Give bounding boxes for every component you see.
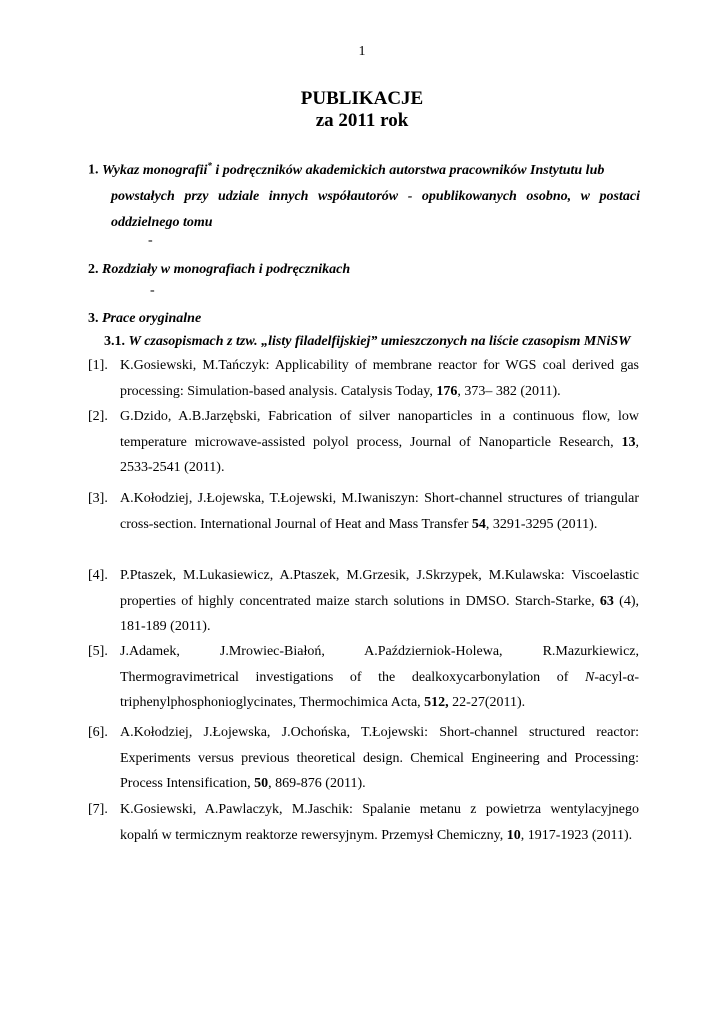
reference-item	[88, 797, 639, 848]
page-title: PUBLIKACJE	[300, 88, 424, 109]
reference-volume: 512,	[424, 695, 449, 711]
reference-volume: 13	[621, 434, 636, 450]
reference-item	[88, 353, 639, 404]
reference-volume: 176	[436, 383, 458, 399]
section-1-heading	[88, 152, 640, 236]
footnote-marker: *	[207, 160, 212, 170]
reference-text-part: P.Ptaszek, M.Lukasiewicz, A.Ptaszek, M.Grzesik, J.Skrzypek, M.Kulawska: Viscoelastic properties of highly concentrated maize starch solutions in DMSO. Starch-Starke,	[120, 568, 639, 609]
reference-text-part: , 2533-2541 (2011).	[120, 434, 639, 476]
section-1-empty-marker: -	[148, 233, 153, 248]
reference-number: [1].	[88, 358, 108, 373]
reference-text-part: (4), 181-189 (2011).	[120, 593, 639, 635]
reference-text-part: G.Dzido, A.B.Jarzębski, Fabrication of silver nanoparticles in a continuous flow, low temperature microwave-assisted polyol process, Journal of Nanoparticle Research,	[120, 409, 639, 450]
reference-item	[88, 639, 639, 716]
reference-text-part: A.Kołodziej, J.Łojewska, J.Ochońska, T.Łojewski: Short-channel structured reactor: Experiments versus previous theoretical design. Chemical Engineering and Processing: Process Intensification,	[120, 725, 639, 792]
reference-number: [3].	[88, 491, 108, 506]
reference-volume: 54	[471, 516, 486, 532]
reference-text	[120, 797, 639, 848]
reference-text-part: , 1917-1923 (2011).	[520, 827, 633, 843]
reference-text-part: , 373– 382 (2011).	[457, 383, 561, 399]
section-2-title: Rozdziały w monografiach i podręcznikach	[102, 262, 351, 277]
section-2-number: 2.	[88, 262, 99, 277]
reference-number: [7].	[88, 802, 108, 817]
reference-number: [2].	[88, 409, 108, 424]
section-3-heading	[88, 306, 201, 332]
reference-text-part: J.Adamek, J.Mrowiec-Białoń, A.Październiok-Holewa, R.Mazurkiewicz, Thermogravimetrical investigations of the dealkoxycarbonylation of	[120, 644, 639, 685]
reference-text-part: K.Gosiewski, A.Pawlaczyk, M.Jaschik: Spalanie metanu z powietrza wentylacyjnego kopalń w termicznym reaktorze rewersyjnym. Przemysł Chemiczny,	[120, 802, 639, 843]
reference-item	[88, 563, 639, 640]
reference-italic: N	[585, 669, 595, 685]
reference-text	[120, 486, 639, 537]
reference-item	[88, 720, 639, 797]
subsection-3-1-number: 3.1.	[104, 334, 125, 349]
reference-text-part: A.Kołodziej, J.Łojewska, T.Łojewski, M.Iwaniszyn: Short-channel structures of triangular cross-section. International Journal of Heat and Mass Transfer	[120, 491, 639, 532]
reference-volume: 10	[506, 827, 521, 843]
reference-item	[88, 486, 639, 537]
reference-text	[120, 639, 639, 716]
section-1-number: 1.	[88, 162, 99, 178]
reference-text	[120, 720, 639, 797]
subsection-3-1-heading	[104, 330, 631, 354]
section-1-title-part1: Wykaz monografii	[102, 162, 208, 178]
reference-text	[120, 353, 639, 404]
reference-volume: 50	[254, 776, 269, 792]
reference-text-part: , 869-876 (2011).	[268, 776, 366, 792]
reference-number: [6].	[88, 725, 108, 740]
reference-text	[120, 563, 639, 640]
section-2-heading	[88, 257, 350, 283]
section-1-title-part2: i podręczników akademickich autorstwa pracowników Instytutu lub	[211, 162, 605, 178]
reference-number: [5].	[88, 644, 108, 659]
reference-volume: 63	[599, 593, 614, 609]
section-2-empty-marker: -	[150, 283, 155, 298]
subsection-3-1-title: W czasopismach z tzw. „listy filadelfijskiej” umieszczonych na liście czasopism MNiSW	[128, 334, 631, 349]
section-3-number: 3.	[88, 311, 99, 326]
reference-number: [4].	[88, 568, 108, 583]
reference-text-part: 22-27(2011).	[448, 695, 526, 711]
page-subtitle: za 2011 rok	[315, 110, 409, 131]
section-3-title: Prace oryginalne	[102, 311, 202, 326]
reference-text-part: K.Gosiewski, M.Tańczyk: Applicability of membrane reactor for WGS coal derived gas processing: Simulation-based analysis. Catalysis Today,	[120, 358, 639, 399]
section-1-title	[102, 160, 605, 178]
reference-text-part: , 3291-3295 (2011).	[485, 516, 598, 532]
reference-text-part: -acyl-α-triphenylphosphonioglycinates, Thermochimica Acta,	[120, 669, 639, 711]
page-number: 1	[358, 44, 366, 59]
reference-text	[120, 404, 639, 481]
section-1-title-continuation: powstałych przy udziale innych współautorów - opublikowanych osobno, w postaci oddzielnego tomu	[111, 188, 640, 230]
reference-item	[88, 404, 639, 481]
